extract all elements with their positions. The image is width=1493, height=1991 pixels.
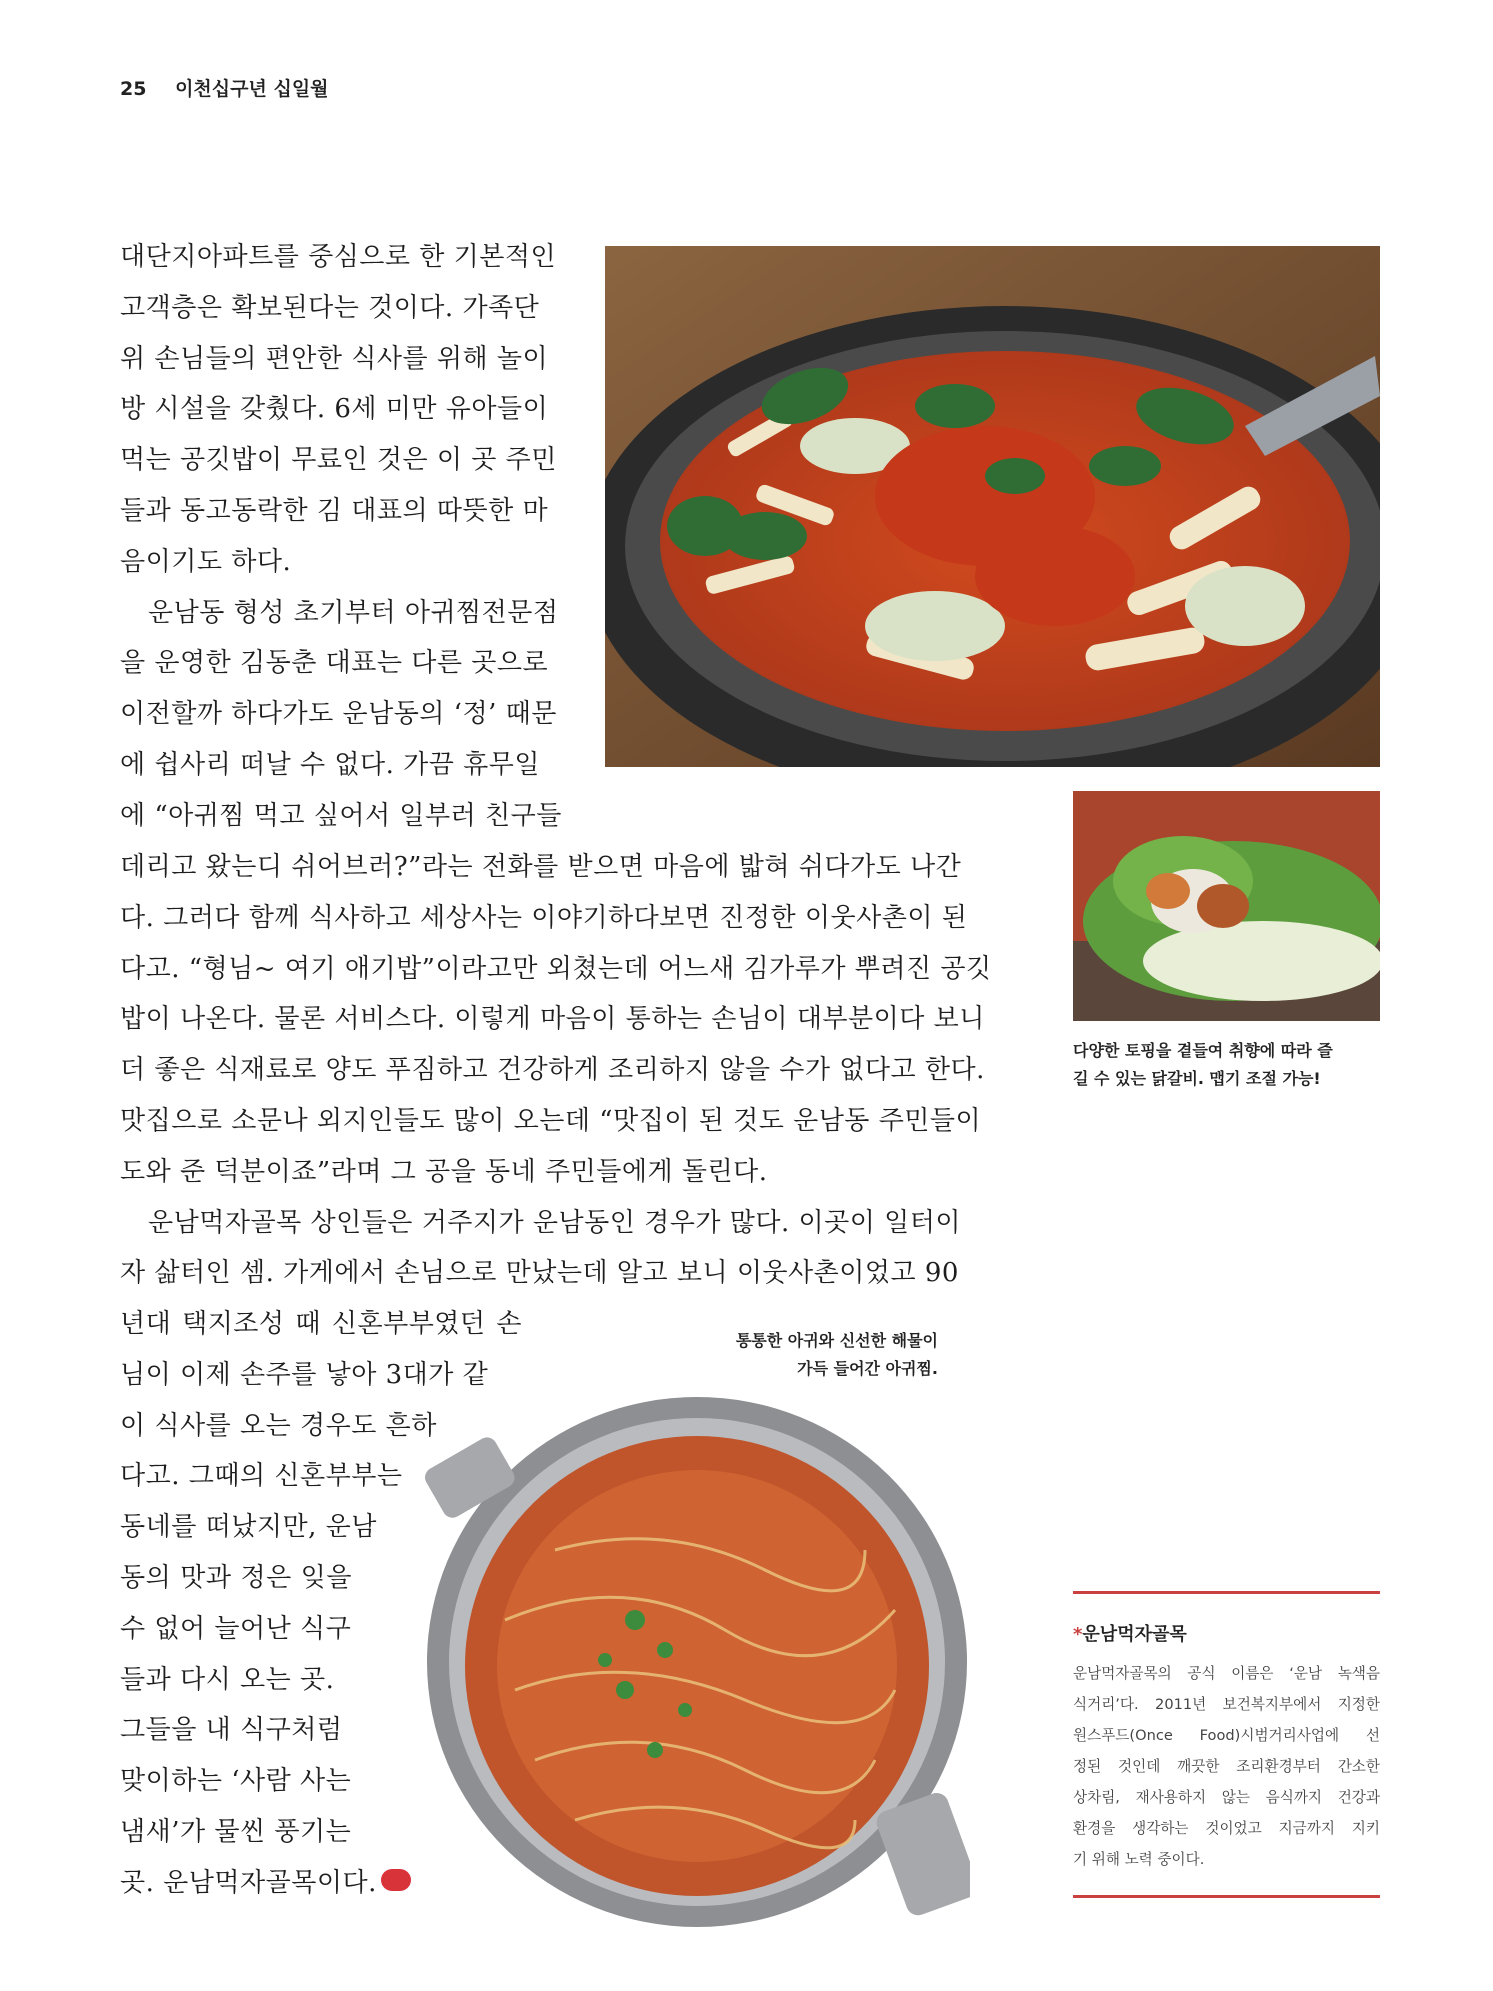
text-line: 도와 준 덕분이죠”라며 그 공을 동네 주민들에게 돌린다. <box>120 1156 768 1187</box>
sidebar-title-text: 운남먹자골목 <box>1082 1624 1187 1645</box>
text-line: 데리고 왔는디 쉬어브러?”라는 전화를 받으면 마음에 밟혀 쉬다가도 나간 <box>120 852 962 882</box>
page-number: 25 <box>120 78 147 100</box>
sidebar-line: 식거리’다. 2011년 보건복지부에서 지정한 <box>1073 1696 1380 1713</box>
issue-title: 이천십구년 십일월 <box>175 78 329 100</box>
photo-lettuce-wrap <box>1073 791 1380 1021</box>
sidebar-line: 정된 것인데 깨끗한 조리환경부터 간소한 <box>1073 1758 1380 1775</box>
text-line: 더 좋은 식재료로 양도 푸짐하고 건강하게 조리하지 않을 수가 없다고 한다. <box>120 1055 985 1086</box>
sidebar-box <box>1073 1591 1380 1898</box>
sidebar-body <box>1073 1658 1380 1875</box>
text-line: 냄새’가 물씬 풍기는 <box>120 1816 352 1847</box>
sidebar-line: 운남먹자골목의 공식 이름은 ‘운남 녹색음 <box>1073 1665 1380 1682</box>
sidebar-line: 환경을 생각하는 것이었고 지금까지 지키 <box>1073 1820 1380 1837</box>
sidebar-line: 상차림, 재사용하지 않는 음식까지 건강과 <box>1073 1789 1380 1806</box>
text-line: 운남동 형성 초기부터 아귀찜전문점 <box>148 597 559 628</box>
text-line: 님이 이제 손주를 낳아 3대가 같 <box>120 1359 489 1390</box>
sidebar-line: 기 위해 노력 중이다. <box>1073 1851 1205 1868</box>
caption-line: 가득 들어간 아귀찜. <box>797 1359 938 1378</box>
text-line: 수 없어 늘어난 식구 <box>120 1613 352 1644</box>
text-line: 맛집으로 소문나 외지인들도 많이 오는데 “맛집이 된 것도 운남동 주민들이 <box>120 1105 982 1136</box>
text-line: 이 식사를 오는 경우도 흔하 <box>120 1410 437 1441</box>
caption-line: 길 수 있는 닭갈비. 맵기 조절 가능! <box>1073 1069 1321 1088</box>
text-line: 년대 택지조성 때 신혼부부였던 손 <box>120 1309 522 1339</box>
text-line: 그들을 내 식구처럼 <box>120 1715 343 1746</box>
text-line: 다. 그러다 함께 식사하고 세상사는 이야기하다보면 진정한 이웃사촌이 된 <box>120 902 968 933</box>
caption-line: 통통한 아귀와 신선한 해물이 <box>735 1331 938 1350</box>
text-line: 자 삶터인 셈. 가게에서 손님으로 만났는데 알고 보니 이웃사촌이었고 90 <box>120 1258 959 1289</box>
text-line: 동의 맛과 정은 잊을 <box>120 1562 352 1593</box>
text-line: 들과 다시 오는 곳. <box>120 1664 335 1695</box>
text-line: 방 시설을 갖췄다. 6세 미만 유아들이 <box>120 394 549 425</box>
sidebar-top-rule <box>1073 1591 1380 1594</box>
text-line: 위 손님들의 편안한 식사를 위해 놀이 <box>120 343 549 374</box>
text-line: 고객층은 확보된다는 것이다. 가족단 <box>120 292 540 323</box>
text-line: 이전할까 하다가도 운남동의 ‘정’ 때문 <box>120 699 557 730</box>
wrap-illustration <box>1073 791 1380 1021</box>
text-line: 음이기도 하다. <box>120 546 292 577</box>
sidebar-title <box>1073 1620 1380 1646</box>
article-upper-column <box>120 232 562 842</box>
text-line: 들과 동고동락한 김 대표의 따뜻한 마 <box>120 495 549 526</box>
photo-dakgalbi-pan <box>605 246 1380 767</box>
caption-agujjim <box>620 1327 938 1383</box>
page-header <box>120 74 329 101</box>
text-line: 을 운영한 김동춘 대표는 다른 곳으로 <box>120 648 549 679</box>
text-line: 밥이 나온다. 물론 서비스다. 이렇게 마음이 통하는 손님이 대부분이다 보니 <box>120 1004 985 1035</box>
agujjim-illustration <box>425 1390 970 1935</box>
end-mark-icon <box>381 1869 411 1891</box>
caption-line: 다양한 토핑을 곁들여 취향에 따라 즐 <box>1073 1041 1333 1060</box>
text-line: 동네를 떠났지만, 운남 <box>120 1512 377 1543</box>
text-line: 에 쉽사리 떠날 수 없다. 가끔 휴무일 <box>120 749 540 780</box>
text-line: 먹는 공깃밥이 무료인 것은 이 곳 주민 <box>120 445 557 476</box>
article-middle-column <box>120 842 992 1299</box>
photo-agujjim-bowl <box>425 1390 970 1935</box>
text-line: 다고. 그때의 신혼부부는 <box>120 1461 403 1492</box>
sidebar-bottom-rule <box>1073 1895 1380 1898</box>
text-line: 맞이하는 ‘사람 사는 <box>120 1766 352 1797</box>
text-line: 다고. “형님~ 여기 애기밥”이라고만 외쳤는데 어느새 김가루가 뿌려진 공깃 <box>120 953 992 984</box>
text-line: 운남먹자골목 상인들은 거주지가 운남동인 경우가 많다. 이곳이 일터이 <box>148 1207 961 1238</box>
sidebar-line: 원스푸드(Once Food)시범거리사업에 선 <box>1073 1727 1380 1744</box>
dakgalbi-illustration <box>605 246 1380 767</box>
sidebar-star: * <box>1073 1624 1083 1645</box>
caption-topping <box>1073 1037 1333 1093</box>
text-line-content: 곳. 운남먹자골목이다. <box>120 1867 377 1898</box>
text-line: 대단지아파트를 중심으로 한 기본적인 <box>120 242 557 272</box>
text-line: 에 “아귀찜 먹고 싶어서 일부러 친구들 <box>120 800 562 831</box>
